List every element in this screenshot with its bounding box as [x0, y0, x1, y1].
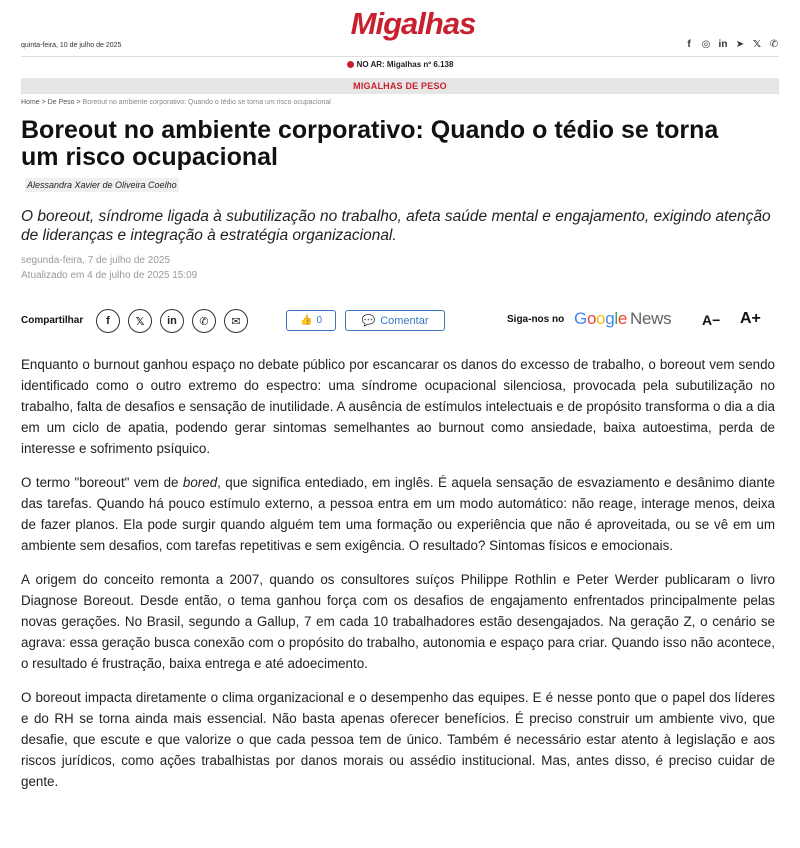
article-dates [21, 253, 197, 283]
speech-bubble-icon: 💬 [361, 315, 376, 327]
share-whatsapp-button[interactable] [192, 309, 216, 333]
live-dot-icon [347, 61, 354, 68]
article-author[interactable]: Alessandra Xavier de Oliveira Coelho [27, 180, 177, 190]
thumbs-up-icon: 👍 [299, 315, 313, 326]
google-letter: G [574, 309, 587, 328]
share-toolbar [21, 309, 775, 333]
google-letter: e [617, 309, 628, 328]
google-letter: g [605, 309, 615, 328]
breadcrumb-current: Boreout no ambiente corporativo: Quando o tédio se torna um risco ocupacional [82, 99, 331, 106]
x-icon[interactable]: 𝕏 [752, 39, 762, 50]
paragraph-text: , que significa entediado, em inglês. É aquela sensação de esvaziamento e desânimo diante das tarefas. Quando há pouco estímulo externo, a pessoa entra em um modo automático: não reage, interage menos, deixa de fazer planos. Ela pode surgir quando alguém tem uma formação ou experiência que não é aproveitada, ou se vê em um ambiente sem desafios, com tarefas repetitivas e sem exigência. O resultado? Sintomas físicos e emocionais. [21, 475, 775, 553]
news-wordmark: News [630, 309, 672, 328]
x-icon: 𝕏 [135, 315, 145, 328]
google-letter: l [614, 309, 618, 328]
instagram-icon[interactable]: ◎ [701, 39, 711, 50]
like-button[interactable] [286, 310, 336, 331]
increase-font-button[interactable]: A+ [740, 310, 761, 327]
decrease-font-button[interactable]: A− [702, 312, 721, 328]
share-email-button[interactable] [224, 309, 248, 333]
linkedin-icon[interactable]: in [718, 39, 728, 50]
whatsapp-icon: ✆ [199, 315, 209, 328]
article-title: Boreout no ambiente corporativo: Quando o tédio se torna um risco ocupacional [21, 116, 719, 171]
paragraph-text: O termo "boreout" vem de [21, 475, 183, 490]
share-facebook-button[interactable] [96, 309, 120, 333]
comment-label: Comentar [380, 314, 429, 327]
share-buttons [96, 309, 248, 333]
header-social-links [684, 39, 779, 50]
share-x-button[interactable] [128, 309, 152, 333]
like-count: 0 [316, 315, 322, 326]
google-letter: o [596, 309, 606, 328]
paragraph: O boreout impacta diretamente o clima organizacional e o desempenho das equipes. E é nesse ponto que o papel dos líderes e do RH se torna ainda mais essencial. Não basta apenas oferecer benefícios. É preciso construir um ambiente vivo, que desafie, que escute e que valorize o que cada pessoa tem de único. Também é necessário estar atento à legislação e aos riscos jurídicos, como ações trabalhistas por danos morais ou assédio institucional. Mas, antes disso, é preciso cuidar de gente. [21, 690, 775, 789]
current-date: quinta-feira, 10 de julho de 2025 [21, 42, 122, 49]
top-header [21, 0, 779, 56]
breadcrumb-section[interactable]: De Peso [47, 99, 75, 106]
comment-button[interactable] [345, 310, 445, 331]
facebook-icon[interactable]: f [687, 39, 691, 50]
published-date: segunda-feira, 7 de julho de 2025 [21, 255, 171, 266]
paragraph [21, 472, 775, 556]
follow-label: Siga-nos no [507, 314, 565, 325]
paragraph: A origem do conceito remonta a 2007, quando os consultores suíços Philippe Rothlin e Peter Werder publicaram o livro Diagnose Boreout. Desde então, o tema ganhou força com os desafios de engajamento enfrentados principalmente pelas novas gerações. No Brasil, segundo a Gallup, 7 em cada 10 trabalhadores estão desengajados. Na geração Z, o cenário se agrava: essa geração busca conexão com o propósito do trabalho, autonomia e espaço para criar. Quando isso não acontece, o resultado é frustração, baixa entrega e até adoecimento. [21, 572, 775, 671]
facebook-icon: f [106, 315, 110, 327]
on-air-text: NO AR: Migalhas nº 6.138 [356, 60, 454, 69]
article-body [21, 354, 775, 805]
breadcrumb [21, 99, 331, 106]
header-divider [21, 56, 779, 57]
migalhas-logo[interactable]: Migalhas [350, 6, 476, 41]
whatsapp-icon[interactable]: ✆ [769, 39, 779, 50]
breadcrumb-home[interactable]: Home [21, 99, 40, 106]
updated-date: Atualizado em 4 de julho de 2025 15:09 [21, 270, 198, 281]
breadcrumb-separator: > [76, 99, 81, 106]
breadcrumb-separator: > [41, 99, 46, 106]
paragraph: Enquanto o burnout ganhou espaço no debate público por escancarar os danos do excesso de trabalho, o boreout vem sendo identificado como o outro extremo do espectro: uma síndrome ocupacional silenciosa, provocada pela subutilização no trabalho, falta de desafios e sensação de inutilidade. A ausência de estímulos intelectuais e de propósito transforma o dia a dia em um ciclo de apatia, podendo gerar sintomas semelhantes ao burnout como ansiedade, baixa autoestima, perda de interesse e sofrimento psíquico. [21, 357, 775, 456]
emphasis-text: bored [182, 475, 218, 490]
telegram-icon[interactable]: ➤ [735, 39, 745, 50]
article-subtitle: O boreout, síndrome ligada à subutilização no trabalho, afeta saúde mental e engajamento, exigindo atenção de lideranças e integração à estratégia organizacional. [21, 208, 771, 244]
share-linkedin-button[interactable] [160, 309, 184, 333]
on-air-indicator[interactable] [0, 60, 800, 69]
share-label: Compartilhar [21, 315, 84, 326]
linkedin-icon: in [167, 315, 177, 327]
google-letter: o [586, 309, 597, 328]
email-icon: ✉ [231, 315, 241, 328]
section-banner[interactable]: MIGALHAS DE PESO [21, 78, 779, 94]
google-news-link[interactable] [574, 309, 671, 329]
